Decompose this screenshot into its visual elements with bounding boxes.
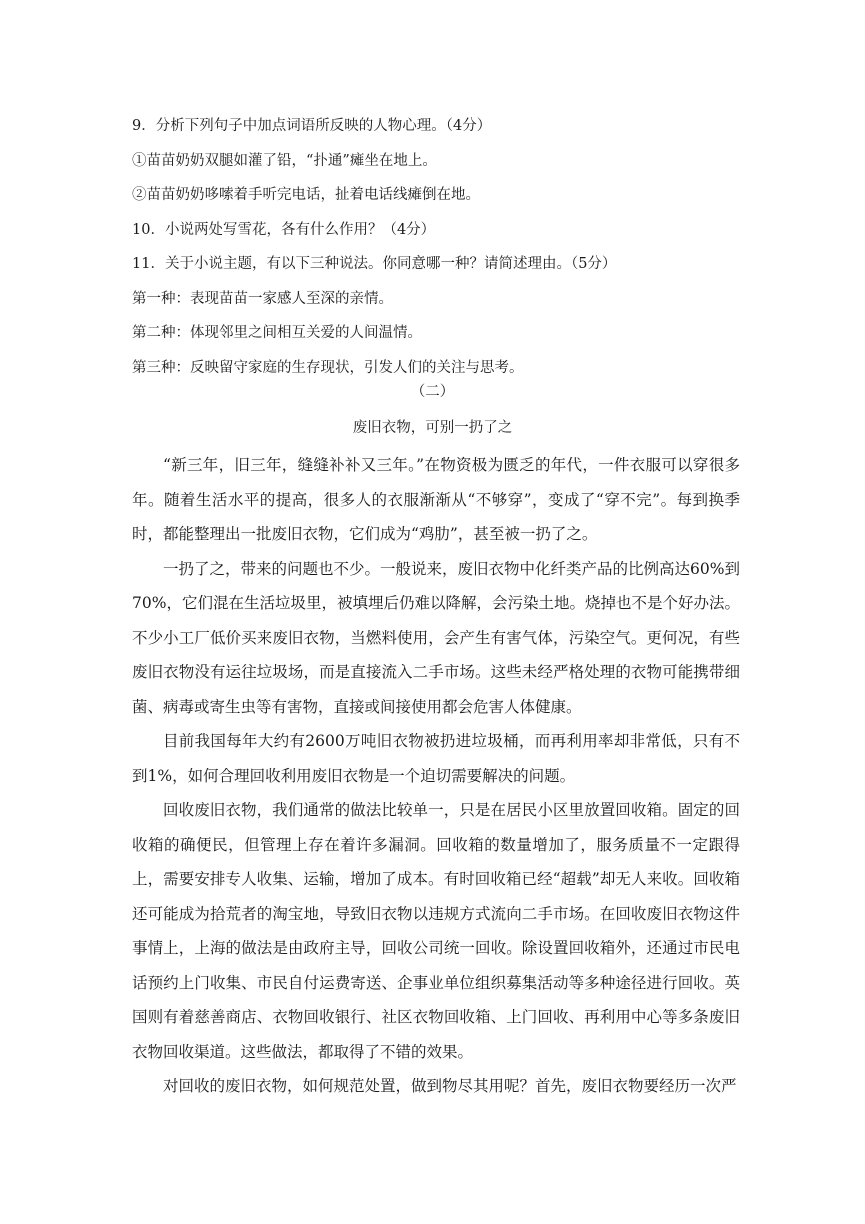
option-3: 第三种：反映留守家庭的生存现状，引发人们的关注与思考。 [132, 359, 524, 376]
paragraph: 对回收的废旧衣物，如何规范处置，做到物尽其用呢？首先，废旧衣物要经历一次严 [163, 1077, 737, 1095]
section-number: （二） [410, 384, 455, 400]
question-list [132, 109, 742, 385]
paragraph: 一扔了之，带来的问题也不少。一般说来，废旧衣物中化纤类产品的比例高达60%到70%，它们混在生活垃圾里，被填埋后仍难以降解，会污染土地。烧掉也不是个好办法。不少小工厂低价买来废旧衣物，当燃料使用，会产生有害气体，污染空气。更何况，有些废旧衣物没有运往垃圾场，而是直接流入二手市场。这些未经严格处理的衣物可能携带细菌、病毒或寄生虫等有害物，直接或间接使用都会危害人体健康。 [132, 559, 740, 716]
option-1: 第一种：表现苗苗一家感人至深的亲情。 [132, 290, 393, 307]
paragraph: 目前我国每年大约有2600万吨旧衣物被扔进垃圾桶，而再利用率却非常低，只有不到1%，如何合理回收利用废旧衣物是一个迫切需要解决的问题。 [132, 732, 740, 785]
question-9-sentence-1: ①苗苗奶奶双腿如灌了铅，“扑通”瘫坐在地上。 [132, 152, 437, 169]
option-2: 第二种：体现邻里之间相互关爱的人间温情。 [132, 325, 422, 341]
article-title: 废旧衣物，可别一扔了之 [352, 420, 513, 436]
question-10: 10．小说两处写雪花，各有什么作用？（4分） [132, 221, 436, 238]
paragraph: 回收废旧衣物，我们通常的做法比较单一，只是在居民小区里放置回收箱。固定的回收箱的确便民，但管理上存在着许多漏洞。回收箱的数量增加了，服务质量不一定跟得上，需要安排专人收集、运输，增加了成本。有时回收箱已经“超载”却无人来收。回收箱还可能成为拾荒者的淘宝地，导致旧衣物以违规方式流向二手市场。在回收废旧衣物这件事情上，上海的做法是由政府主导，回收公司统一回收。除设置回收箱外，还通过市民电话预约上门收集、市民自付运费寄送、企事业单位组织募集活动等多种途径进行回收。英国则有着慈善商店、衣物回收银行、社区衣物回收箱、上门回收、再利用中心等多条废旧衣物回收渠道。这些做法，都取得了不错的效果。 [132, 801, 740, 1061]
question-9-sentence-2: ②苗苗奶奶哆嗦着手听完电话，扯着电话线瘫倒在地。 [132, 187, 480, 203]
paragraph: “新三年，旧三年，缝缝补补又三年。”在物资极为匮乏的年代，一件衣服可以穿很多年。随着生活水平的提高，很多人的衣服渐渐从“不够穿”，变成了“穿不完”。每到换季时，都能整理出一批废旧衣物，它们成为“鸡肋”，甚至被一扔了之。 [132, 456, 740, 543]
article-body [132, 448, 740, 1104]
question-11: 11．关于小说主题，有以下三种说法。你同意哪一种？请简述理由。（5分） [132, 256, 617, 272]
question-9: 9．分析下列句子中加点词语所反映的人物心理。（4分） [132, 118, 492, 134]
